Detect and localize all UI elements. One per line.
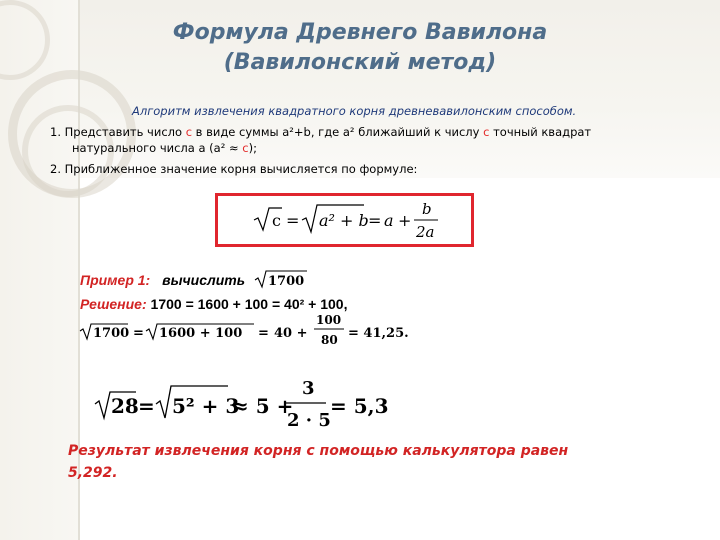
calculation-2: [92, 374, 412, 436]
variable-c: с: [185, 125, 193, 139]
solution-label: Решение:: [80, 296, 147, 312]
formula-denominator: 2a: [416, 223, 435, 241]
formula-eq: =: [286, 211, 300, 230]
calc-numerator: 3: [302, 378, 315, 399]
variable-c: с: [242, 141, 249, 155]
formula-box: [215, 193, 474, 247]
example-sqrt: [253, 269, 309, 289]
main-formula: [218, 196, 471, 244]
calc-part: ≈ 5 +: [232, 394, 294, 418]
algorithm-step-1-continued: [72, 141, 612, 156]
calc-radicand: 1700: [93, 326, 130, 341]
example-text: вычислить: [162, 272, 246, 288]
calc-eq: =: [258, 326, 269, 341]
calc-numerator: 100: [316, 313, 342, 327]
slide-title: Формула Древнего Вавилона: [172, 20, 548, 45]
formula-eq: =: [368, 211, 382, 230]
example-1: [80, 269, 309, 289]
variable-c: с: [483, 125, 490, 139]
formula-numerator: b: [422, 200, 432, 218]
calc-result: = 41,25.: [348, 326, 409, 341]
example-label: Пример 1:: [80, 272, 151, 288]
calc-part: 40 +: [274, 326, 308, 341]
formula-radicand: a² + b: [319, 211, 369, 230]
calculator-result: Результат извлечения корня с помощью калькулятора равен 5,292.: [68, 443, 569, 481]
algorithm-step-1: [50, 125, 610, 140]
step-text: );: [248, 141, 257, 155]
solution-line: [80, 296, 347, 312]
calc-radicand: 5² + 3: [172, 394, 240, 418]
calc-radicand: 1600 + 100: [159, 326, 243, 341]
calc-result: = 5,3: [330, 394, 389, 418]
calc-denominator: 2 · 5: [287, 410, 331, 431]
calc-eq: =: [138, 394, 155, 418]
step-text: 1. Представить число: [50, 125, 186, 139]
calc-denominator: 80: [321, 333, 338, 347]
step-text: точный квадрат: [489, 125, 592, 139]
step-text: натурального числа а (а² ≈: [72, 141, 243, 155]
formula-a: a: [384, 211, 394, 230]
slide-subtitle: (Вавилонский метод): [223, 50, 497, 75]
algorithm-heading: Алгоритм извлечения квадратного корня древневавилонским способом.: [132, 104, 577, 118]
calc-radicand: 28: [111, 394, 139, 418]
formula-plus: +: [398, 211, 412, 230]
example-radicand: 1700: [267, 274, 305, 289]
formula-c: c: [272, 211, 281, 230]
algorithm-step-2: 2. Приближенное значение корня вычисляется по формуле:: [50, 162, 418, 176]
calculation-1: [78, 312, 438, 352]
calc-eq: =: [133, 326, 144, 341]
step-text: в виде суммы а²+b, где а² ближайший к числу: [192, 125, 484, 139]
solution-text: 1700 = 1600 + 100 = 40² + 100,: [150, 296, 348, 312]
